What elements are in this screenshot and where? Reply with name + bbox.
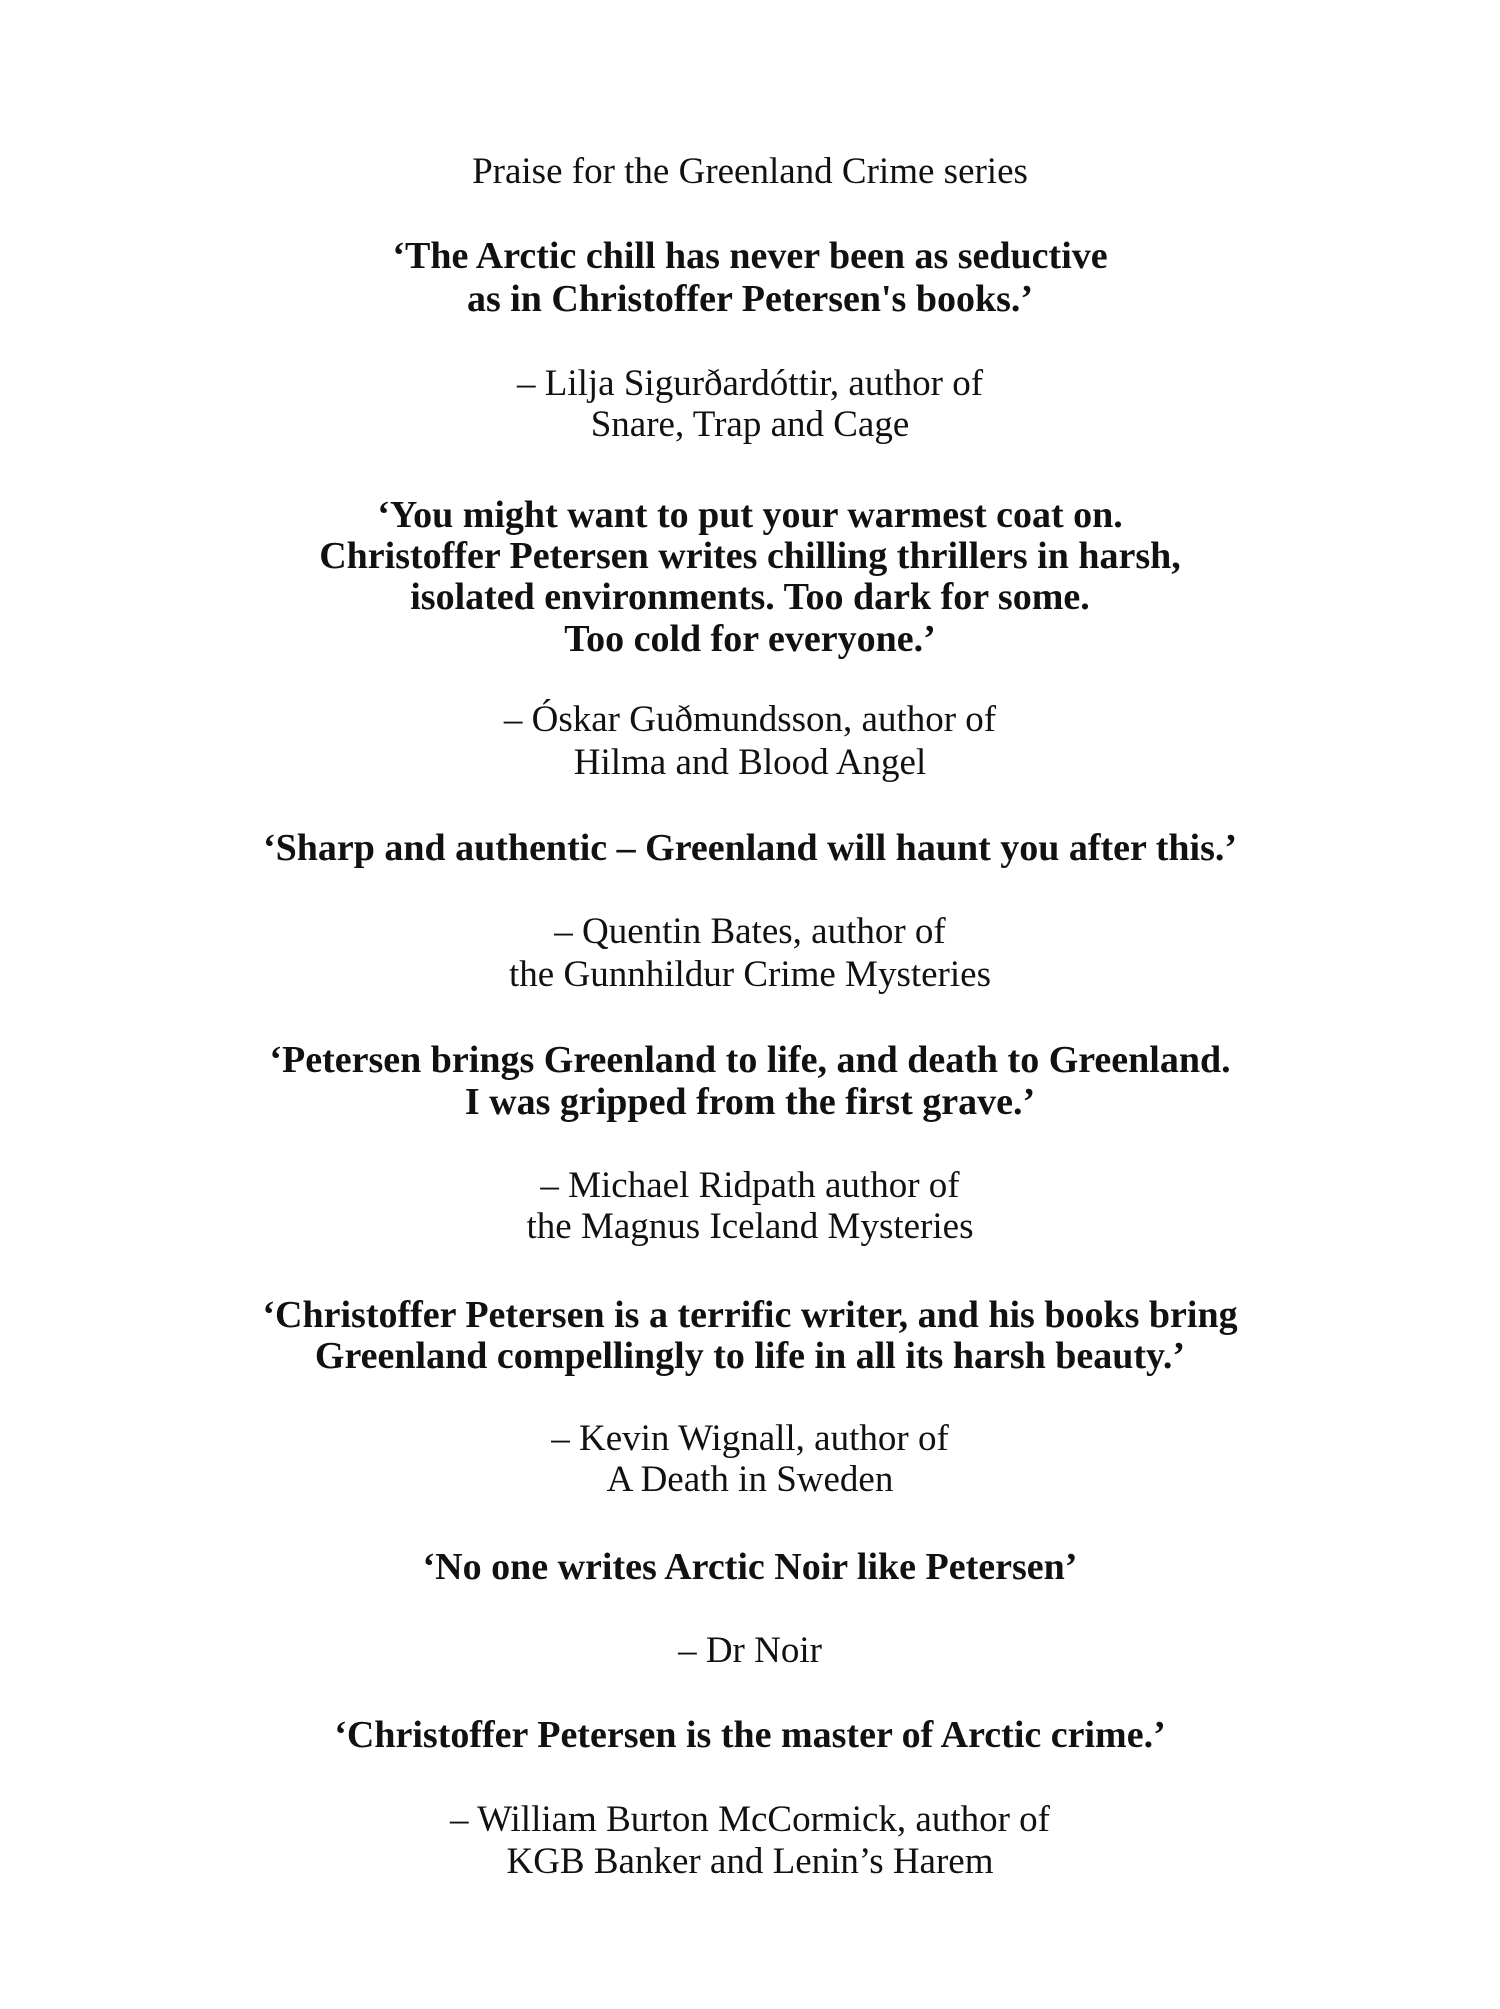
quote-line: as in Christoffer Petersen's books.’ <box>466 278 1034 320</box>
page-title: Praise for the Greenland Crime series <box>472 151 1028 192</box>
attribution-line: – Lilja Sigurðardóttir, author of <box>516 363 984 404</box>
quote-line: Greenland compellingly to life in all its harsh beauty.’ <box>314 1335 1186 1377</box>
quote-line: isolated environments. Too dark for some. <box>410 576 1090 618</box>
quote-line: Too cold for everyone.’ <box>564 618 936 660</box>
attribution-line: the Gunnhildur Crime Mysteries <box>509 954 991 995</box>
attribution-line: Hilma and Blood Angel <box>573 742 927 783</box>
attribution-line: – Óskar Guðmundsson, author of <box>503 699 997 740</box>
attribution-line: – Michael Ridpath author of <box>540 1165 960 1206</box>
quote-line: ‘The Arctic chill has never been as seductive <box>392 235 1108 277</box>
attribution-line: the Magnus Iceland Mysteries <box>526 1206 974 1247</box>
quote-line: ‘Sharp and authentic – Greenland will haunt you after this.’ <box>262 827 1238 869</box>
quote-line: ‘Petersen brings Greenland to life, and death to Greenland. <box>269 1039 1231 1081</box>
attribution-line: A Death in Sweden <box>606 1459 894 1500</box>
attribution-line: – William Burton McCormick, author of <box>449 1799 1051 1840</box>
quote-line: ‘No one writes Arctic Noir like Petersen’ <box>422 1546 1078 1588</box>
attribution-line: KGB Banker and Lenin’s Harem <box>506 1841 994 1882</box>
quote-line: ‘Christoffer Petersen is the master of Arctic crime.’ <box>334 1714 1166 1756</box>
attribution-line: – Dr Noir <box>678 1630 822 1671</box>
attribution-line: – Quentin Bates, author of <box>554 911 946 952</box>
quote-line: Christoffer Petersen writes chilling thrillers in harsh, <box>319 535 1181 577</box>
quote-line: I was gripped from the first grave.’ <box>464 1081 1036 1123</box>
attribution-line: Snare, Trap and Cage <box>590 404 910 445</box>
quote-line: ‘Christoffer Petersen is a terrific writer, and his books bring <box>262 1294 1238 1336</box>
quote-line: ‘You might want to put your warmest coat on. <box>377 494 1123 536</box>
attribution-line: – Kevin Wignall, author of <box>551 1418 949 1459</box>
